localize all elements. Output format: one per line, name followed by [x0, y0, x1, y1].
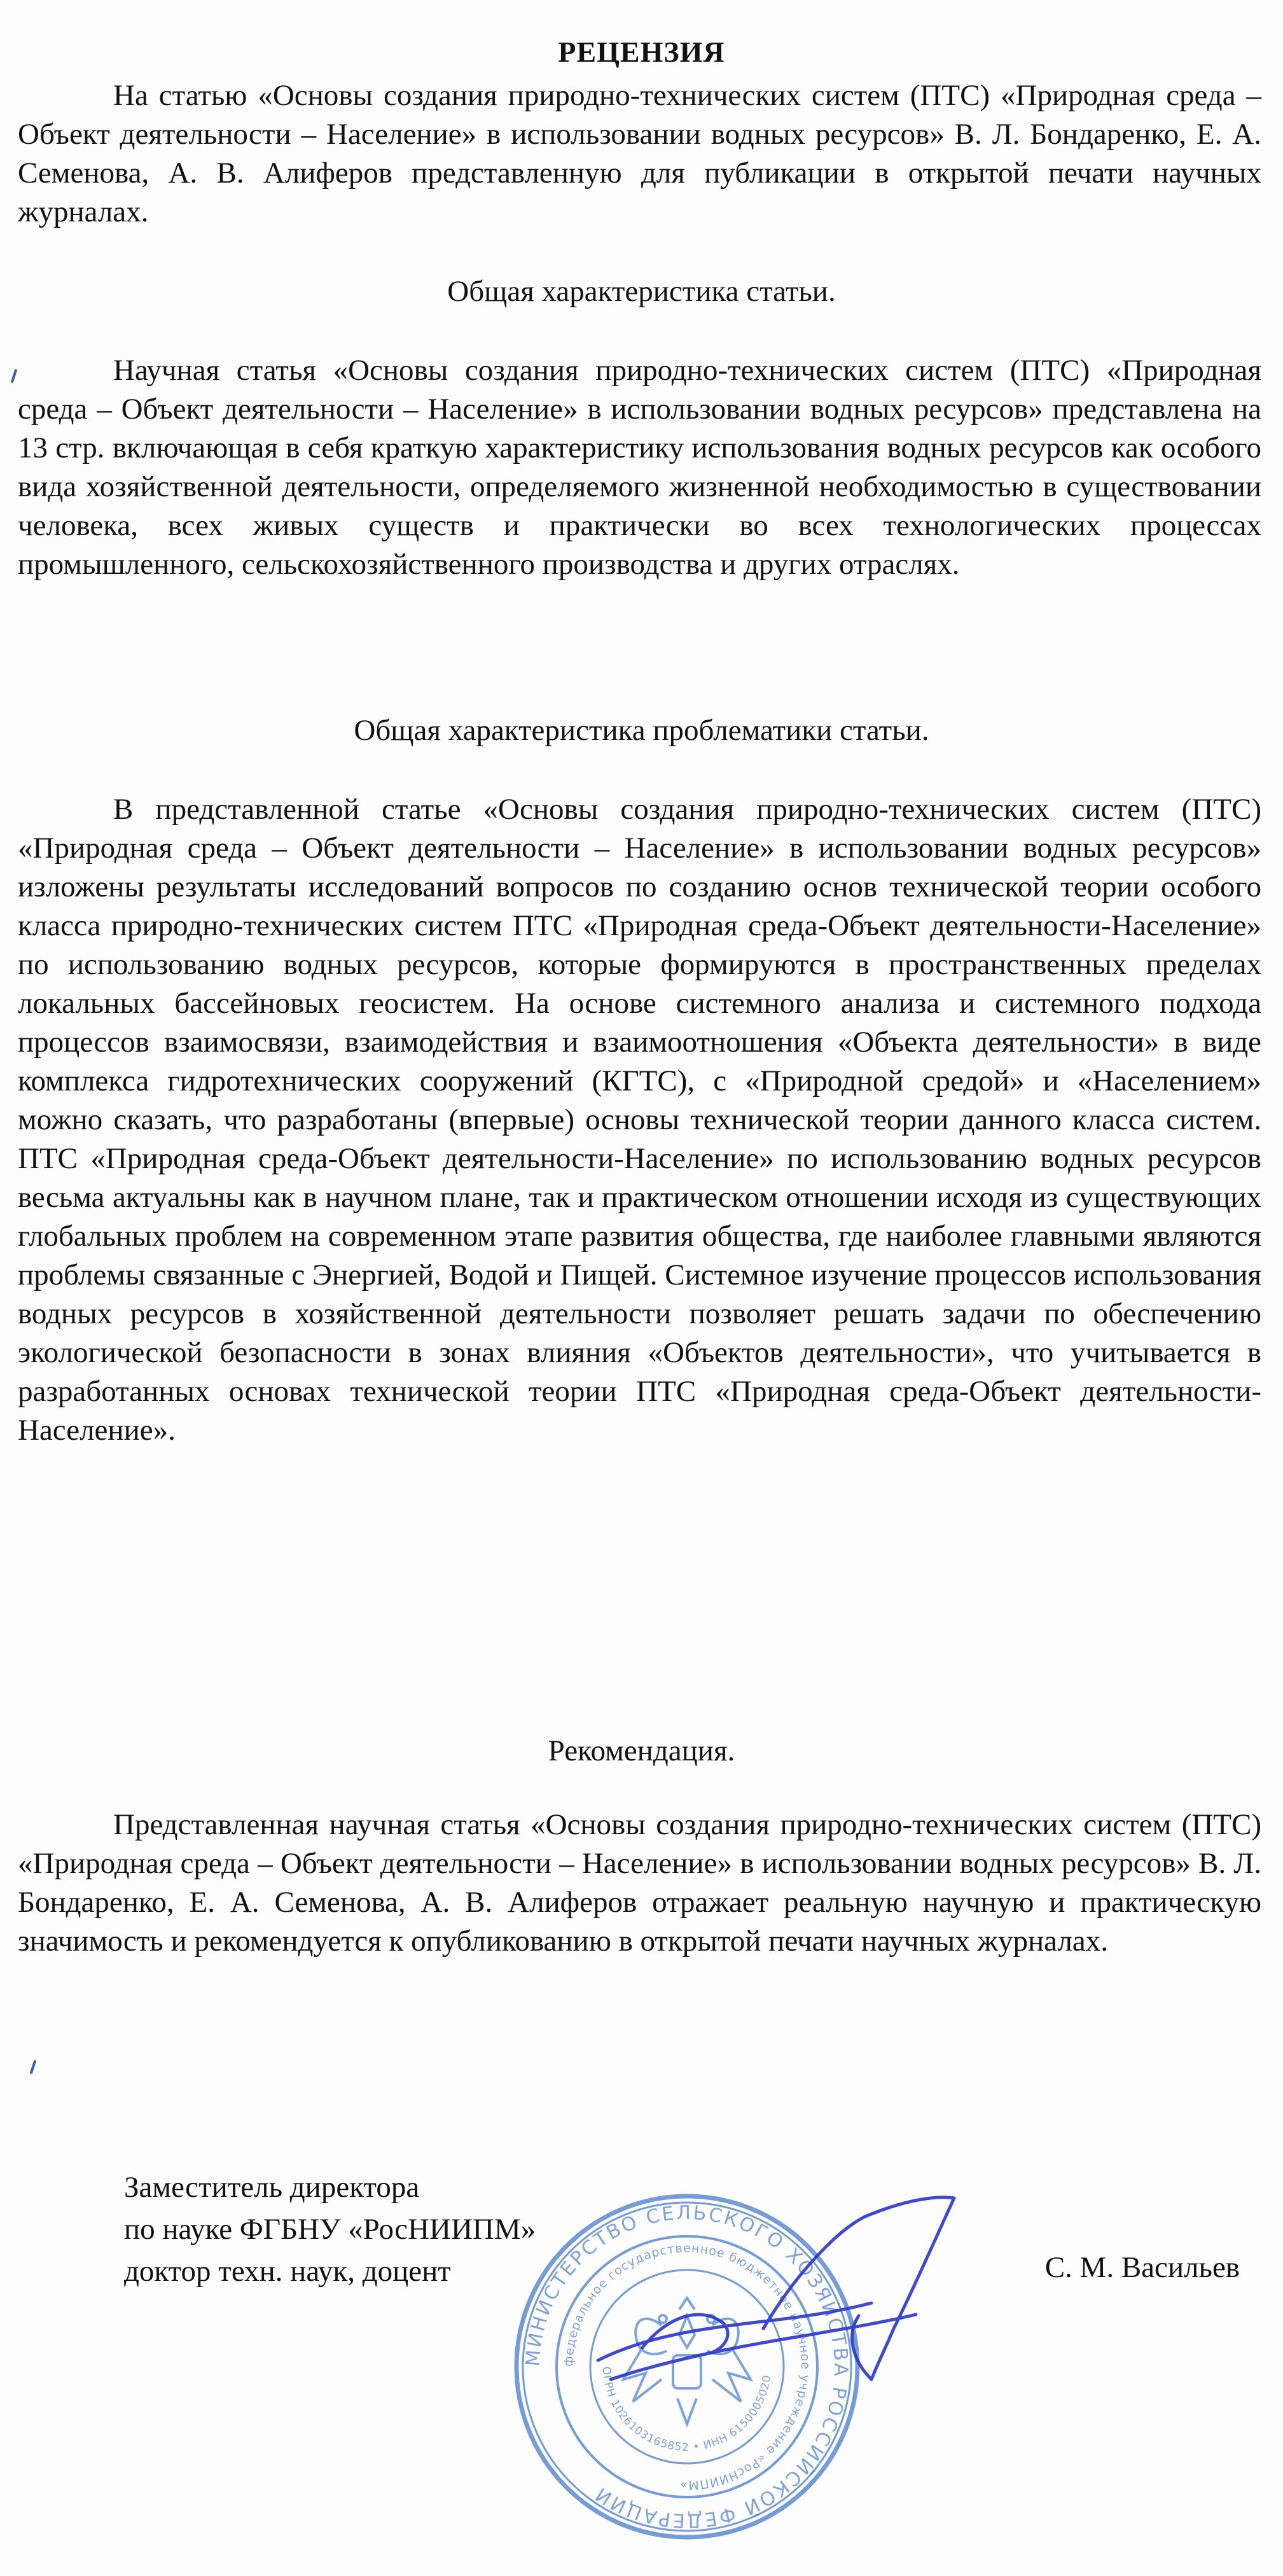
- scan-mark: [11, 369, 18, 383]
- signatory-organization: по науке ФГБНУ «РосНИИПМ»: [124, 2213, 536, 2246]
- stamp-id-text: ОГРН 1026103165852 • ИНН 6150005020: [599, 2366, 774, 2454]
- intro-paragraph: На статью «Основы создания природно-технических систем (ПТС) «Природная среда – Объект деятельности – Население» в использовании водных ресурсов» В. Л. Бондаренко, Е. А. Семенова, А. В. Алиферов представленную для публикации в открытой печати научных журналах.: [18, 79, 1261, 228]
- document-title: РЕЦЕНЗИЯ: [558, 36, 725, 68]
- signatory-block: [124, 2166, 536, 2292]
- section-heading-recommendation: Рекомендация.: [548, 1734, 735, 1767]
- signatory-degree: доктор техн. наук, доцент: [124, 2255, 451, 2288]
- stamp-inner-text: федеральное государственное бюджетное научное учреждение «РосНИИПМ»: [561, 2241, 813, 2493]
- section-heading-general: Общая характеристика статьи.: [447, 275, 836, 308]
- section-text-recommendation: Представленная научная статья «Основы создания природно-технических систем (ПТС) «Природная среда – Объект деятельности – Население» в использовании водных ресурсов» В. Л. Бондаренко, Е. А. Семенова, А. В. Алиферов отражает реальную научную и практическую значимость и рекомендуется к опубликованию в открытой печати научных журналах.: [18, 1808, 1261, 1958]
- handwritten-signature: [572, 2169, 1018, 2424]
- section-heading-problems: Общая характеристика проблематики статьи.: [354, 714, 929, 747]
- signatory-position: Заместитель директора: [124, 2171, 420, 2204]
- stamp-outer-text: МИНИСТЕРСТВО СЕЛЬСКОГО ХОЗЯЙСТВА РОССИЙСКОЙ ФЕДЕРАЦИИ: [522, 2201, 852, 2532]
- scan-mark: [30, 2060, 37, 2074]
- section-text-problems: В представленной статье «Основы создания природно-технических систем (ПТС) «Природная среда – Объект деятельности – Население» в использовании водных ресурсов» изложены результаты исследований вопросов по созданию основ технической теории особого класса природно-технических систем ПТС «Природная среда-Объект деятельности-Население» по использованию водных ресурсов, которые формируются в пространственных пределах локальных бассейновых геосистем. На основе системного анализа и системного подхода процессов взаимосвязи, взаимодействия и взаимоотношения «Объекта деятельности» в виде комплекса гидротехнических сооружений (КГТС), с «Природной средой» и «Населением» можно сказать, что разработаны (впервые) основы технической теории данного класса систем. ПТС «Природная среда-Объект деятельности-Население» по использованию водных ресурсов весьма актуальны как в научном плане, так и практическом отношении исходя из существующих глобальных проблем на современном этапе развития общества, где наиболее главными являются проблемы связанные с Энергией, Водой и Пищей. Системное изучение процессов использования водных ресурсов в хозяйственной деятельности позволяет решать задачи по обеспечению экологической безопасности в зонах влияния «Объектов деятельности», что учитывается в разработанных основах технической теории ПТС «Природная среда-Объект деятельности-Население».: [18, 793, 1261, 1447]
- section-text-general: Научная статья «Основы создания природно-технических систем (ПТС) «Природная среда – Объект деятельности – Население» в использовании водных ресурсов» представлена на 13 стр. включающая в себя краткую характеристику использования водных ресурсов как особого вида хозяйственной деятельности, определяемого жизненной необходимостью в существовании человека, всех живых существ и практически во всех технологических процессах промышленного, сельскохозяйственного производства и других отраслях.: [18, 354, 1261, 581]
- signatory-name: С. М. Васильев: [1044, 2251, 1240, 2284]
